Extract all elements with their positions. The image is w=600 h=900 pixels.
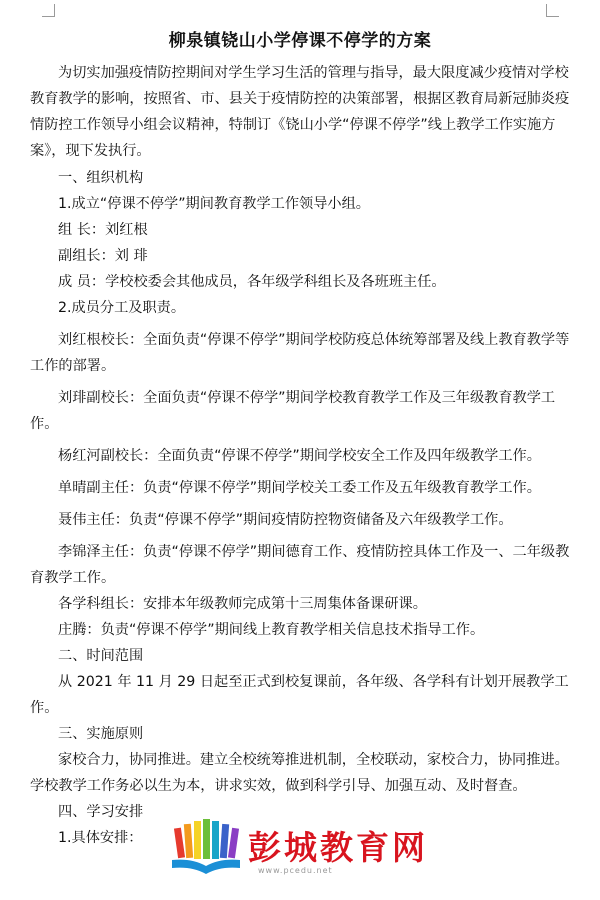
intro-paragraph: 为切实加强疫情防控期间对学生学习生活的管理与指导，最大限度减少疫情对学校教育教学的影响，按照省、市、县关于疫情防控的决策部署，根据区教育局新冠肺炎疫情防控工作领导小组会议精神，特制订《铙山小学“停课不停学”线上教学工作实施方案》，现下发执行。 [30,65,570,159]
document-title: 柳泉镇铙山小学停课不停学的方案 [168,31,432,51]
section-heading-principle: 三、实施原则 [58,726,144,742]
margin-corner-mark-right [546,4,559,17]
watermark-url: www.pcedu.net [258,866,333,875]
duty-paragraph: 杨红河副校长：全面负责“停课不停学”期间学校安全工作及四年级教学工作。 [58,448,541,464]
leader-line: 组 长：刘红根 [58,222,148,238]
subsection-duties: 2.成员分工及职责。 [58,300,186,316]
document-body [30,28,570,851]
duty-paragraph: 刘红根校长：全面负责“停课不停学”期间学校防疫总体统筹部署及线上教育教学等工作的部署。 [30,332,570,374]
duty-paragraph: 单晴副主任：负责“停课不停学”期间学校关工委工作及五年级教育教学工作。 [58,480,541,496]
duty-paragraph: 李锦泽主任：负责“停课不停学”期间德育工作、疫情防控具体工作及一、二年级教育教学工作。 [30,544,570,586]
duty-paragraph: 庄腾：负责“停课不停学”期间线上教育教学相关信息技术指导工作。 [58,622,485,638]
margin-corner-mark-left [42,4,55,17]
subsection-specific-plan: 1.具体安排： [58,830,143,846]
watermark-text: 彭城教育网 [248,828,428,867]
open-book-icon [166,816,246,880]
section-heading-study-plan: 四、学习安排 [58,804,144,820]
section-heading-time: 二、时间范围 [58,648,144,664]
duty-paragraph: 聂伟主任：负责“停课不停学”期间疫情防控物资储备及六年级教学工作。 [58,512,513,528]
members-line: 成 员：学校校委会其他成员，各年级学科组长及各班班主任。 [58,274,446,290]
watermark-logo [166,816,456,880]
duty-paragraph: 刘琲副校长：全面负责“停课不停学”期间学校教育教学工作及三年级教育教学工作。 [30,390,556,432]
duty-paragraph: 各学科组长：安排本年级教师完成第十三周集体备课研课。 [58,596,427,612]
principle-paragraph: 家校合力，协同推进。建立全校统筹推进机制，全校联动，家校合力，协同推进。学校教学工作务必以生为本，讲求实效，做到科学引导、加强互动、及时督查。 [30,752,569,794]
time-paragraph: 从 2021 年 11 月 29 日起至正式到校复课前，各年级、各学科有计划开展教学工作。 [30,674,569,716]
section-heading-organization: 一、组织机构 [58,170,144,186]
subsection-leadership-group: 1.成立“停课不停学”期间教育教学工作领导小组。 [58,196,370,212]
vice-leader-line: 副组长：刘 琲 [58,248,148,264]
